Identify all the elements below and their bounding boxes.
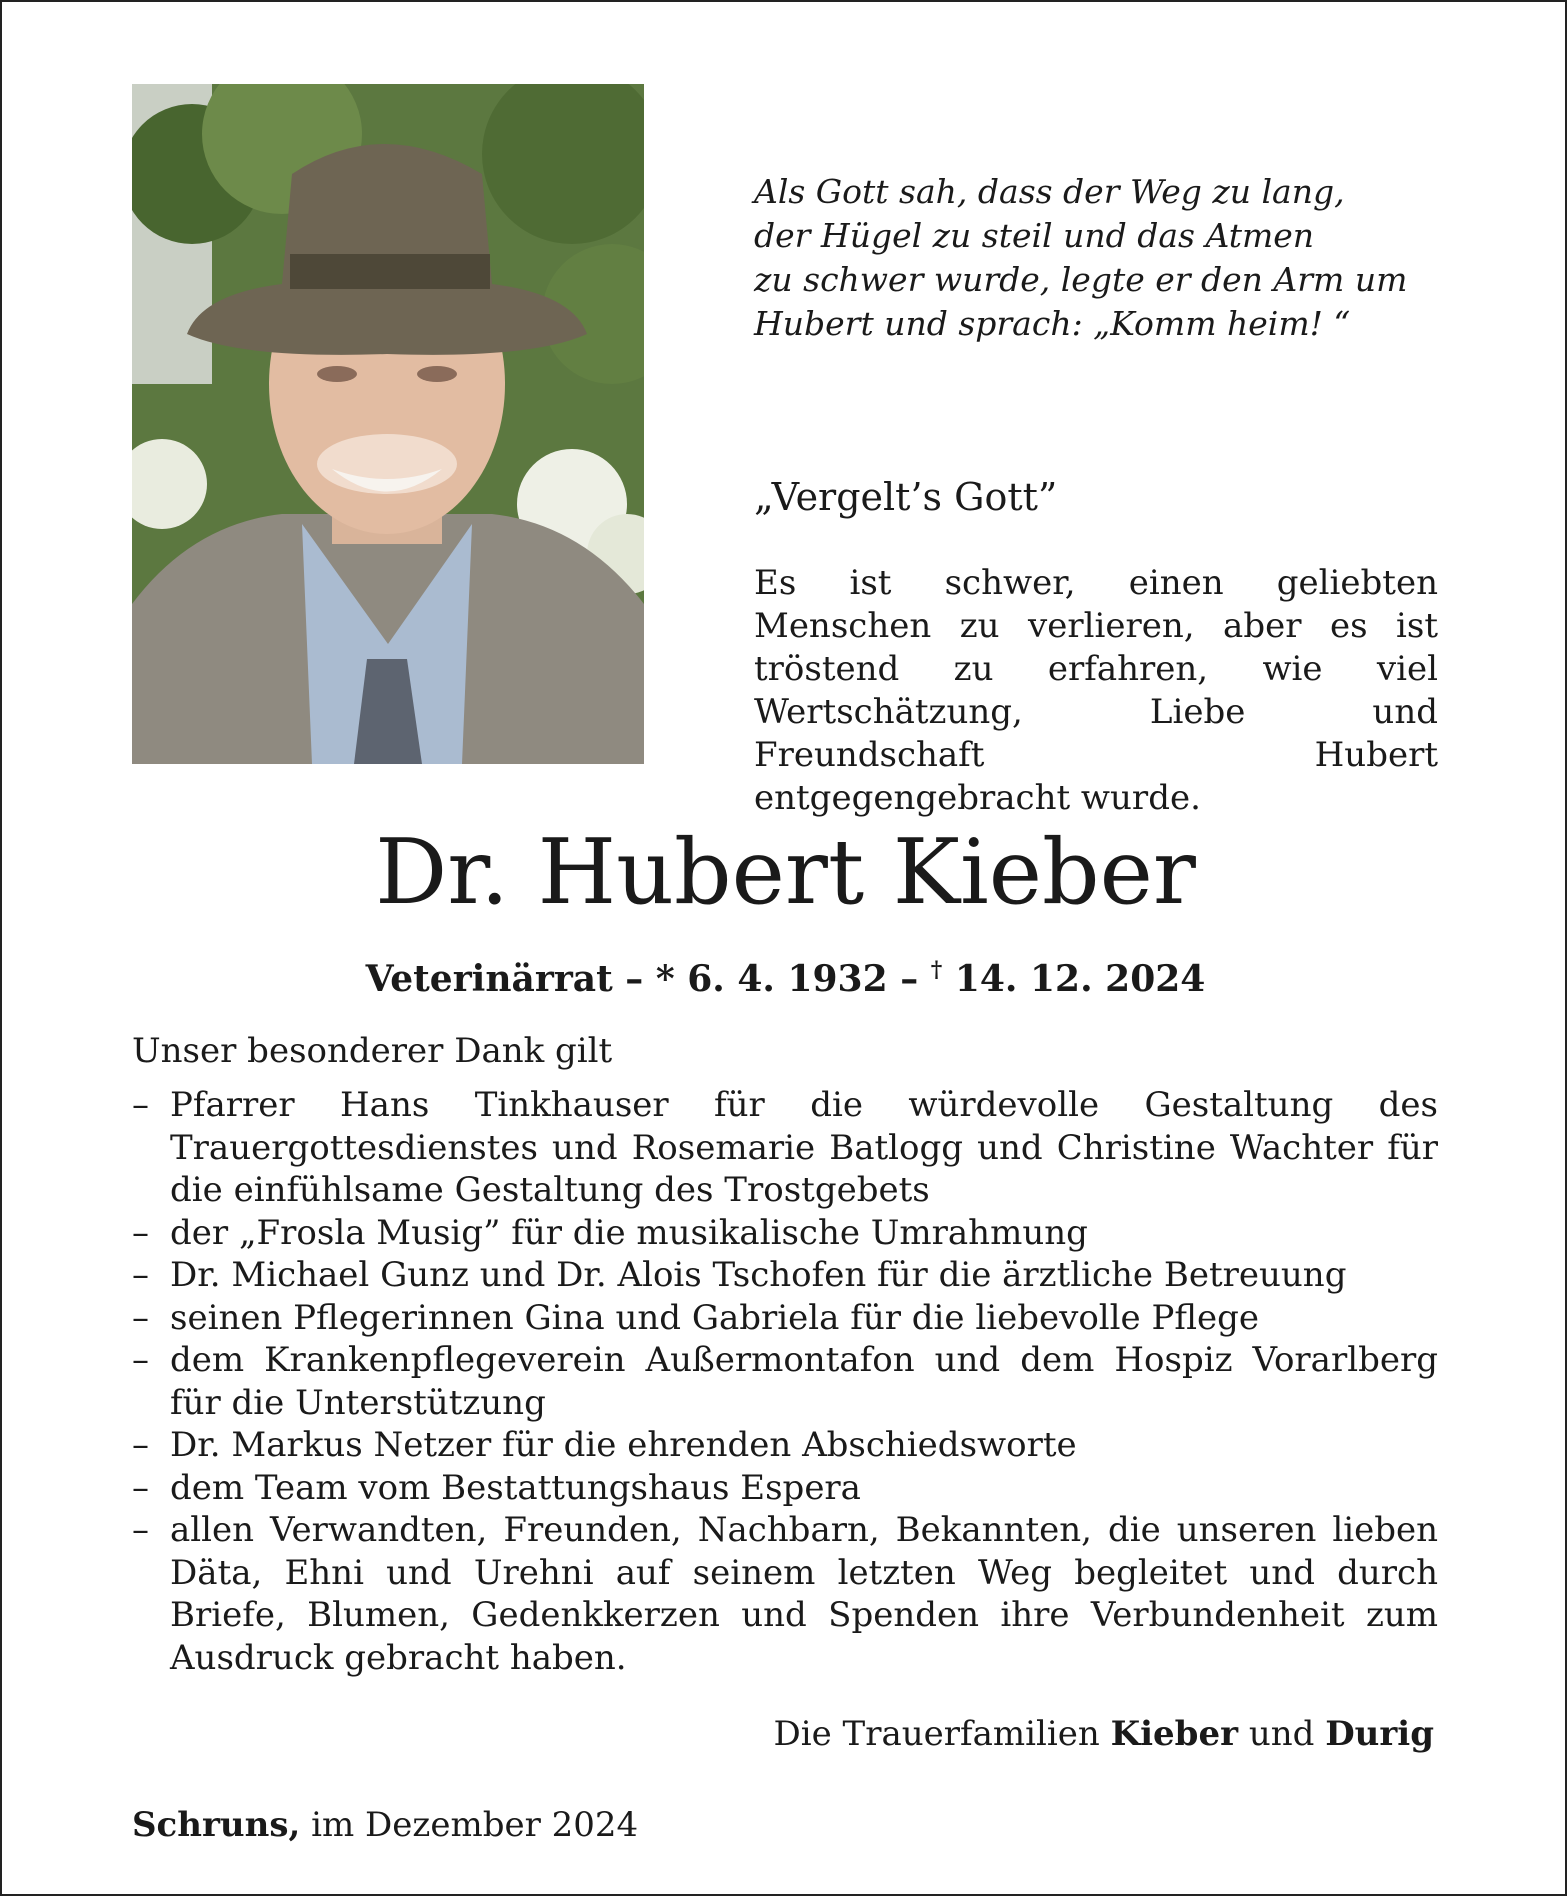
- birth-symbol: *: [655, 958, 675, 1000]
- list-item-text: Pfarrer Hans Tinkhauser für die würdevolle Gestaltung des Trauergottesdienstes und Rosemarie Batlogg und Christine Wachter für die einfühlsame Gestaltung des Trostgebets: [170, 1085, 1438, 1210]
- professional-title: Veterinärrat: [365, 958, 613, 1000]
- list-item: [132, 1254, 1438, 1297]
- poem-verse: [754, 170, 1474, 346]
- death-symbol: †: [930, 957, 943, 983]
- poem-line: der Hügel zu steil und das Atmen: [754, 216, 1315, 255]
- signature-prefix: Die Trauerfamilien: [773, 1714, 1100, 1754]
- family-name-kieber: Kieber: [1110, 1714, 1238, 1754]
- list-dash: –: [132, 1255, 149, 1295]
- intro-paragraph: Es ist schwer, einen geliebten Menschen zu verlieren, aber es ist tröstend zu erfahren, wie viel Wertschätzung, Liebe und Freundschaft Hubert entgegengebracht wurde.: [754, 563, 1438, 818]
- separator: –: [625, 958, 644, 1000]
- list-dash: –: [132, 1340, 149, 1380]
- list-dash: –: [132, 1467, 149, 1508]
- list-item-text: Dr. Michael Gunz und Dr. Alois Tschofen für die ärztliche Betreuung: [170, 1255, 1347, 1295]
- list-item: [132, 1424, 1438, 1467]
- thanks-heading: „Vergelt’s Gott”: [754, 475, 1058, 519]
- portrait-illustration: [132, 84, 644, 764]
- title-and-dates: [2, 946, 1567, 1003]
- list-item: [132, 1467, 1438, 1510]
- list-dash: –: [132, 1425, 149, 1465]
- list-item-text: seinen Pflegerinnen Gina und Gabriela für die liebevolle Pflege: [170, 1297, 1260, 1338]
- list-item-text: dem Krankenpflegeverein Außermontafon und dem Hospiz Vorarlberg für die Unterstützung: [170, 1340, 1438, 1423]
- list-dash: –: [132, 1510, 149, 1550]
- list-item-text: Dr. Markus Netzer für die ehrenden Abschiedsworte: [170, 1425, 1077, 1465]
- list-item: [132, 1297, 1438, 1340]
- list-dash: –: [132, 1297, 149, 1338]
- list-item-text: dem Team vom Bestattungshaus Espera: [170, 1467, 861, 1508]
- list-dash: –: [132, 1212, 149, 1253]
- list-item: [132, 1339, 1438, 1424]
- signature-line: [773, 1712, 1434, 1756]
- place-date-line: [132, 1803, 638, 1847]
- poem-line: Hubert und sprach: „Komm heim! “: [754, 304, 1351, 343]
- portrait-photo: [132, 84, 644, 764]
- list-item-text: der „Frosla Musig” für die musikalische Umrahmung: [170, 1212, 1088, 1253]
- place-name: Schruns,: [132, 1805, 301, 1845]
- list-item: [132, 1212, 1438, 1255]
- list-dash: –: [132, 1085, 149, 1125]
- poem-line: zu schwer wurde, legte er den Arm um: [754, 260, 1408, 299]
- list-item: [132, 1509, 1438, 1679]
- thanks-list: [132, 1084, 1438, 1679]
- list-item-text: allen Verwandten, Freunden, Nachbarn, Bekannten, die unseren lieben Däta, Ehni und Urehni auf seinem letzten Weg begleitet und durch Briefe, Blumen, Gedenkkerzen und Spenden ihre Verbundenheit zum Ausdruck gebracht haben.: [170, 1510, 1438, 1678]
- birth-date: 6. 4. 1932: [687, 958, 888, 1000]
- list-item: [132, 1084, 1438, 1212]
- deceased-name: Dr. Hubert Kieber: [375, 820, 1196, 925]
- signature-conjunction: und: [1248, 1714, 1315, 1754]
- death-date: 14. 12. 2024: [954, 958, 1206, 1000]
- thanks-intro: Unser besonderer Dank gilt: [132, 1031, 613, 1071]
- poem-line: Als Gott sah, dass der Weg zu lang,: [754, 172, 1345, 211]
- date-text: im Dezember 2024: [311, 1805, 639, 1845]
- separator: –: [900, 958, 919, 1000]
- family-name-durig: Durig: [1325, 1714, 1434, 1754]
